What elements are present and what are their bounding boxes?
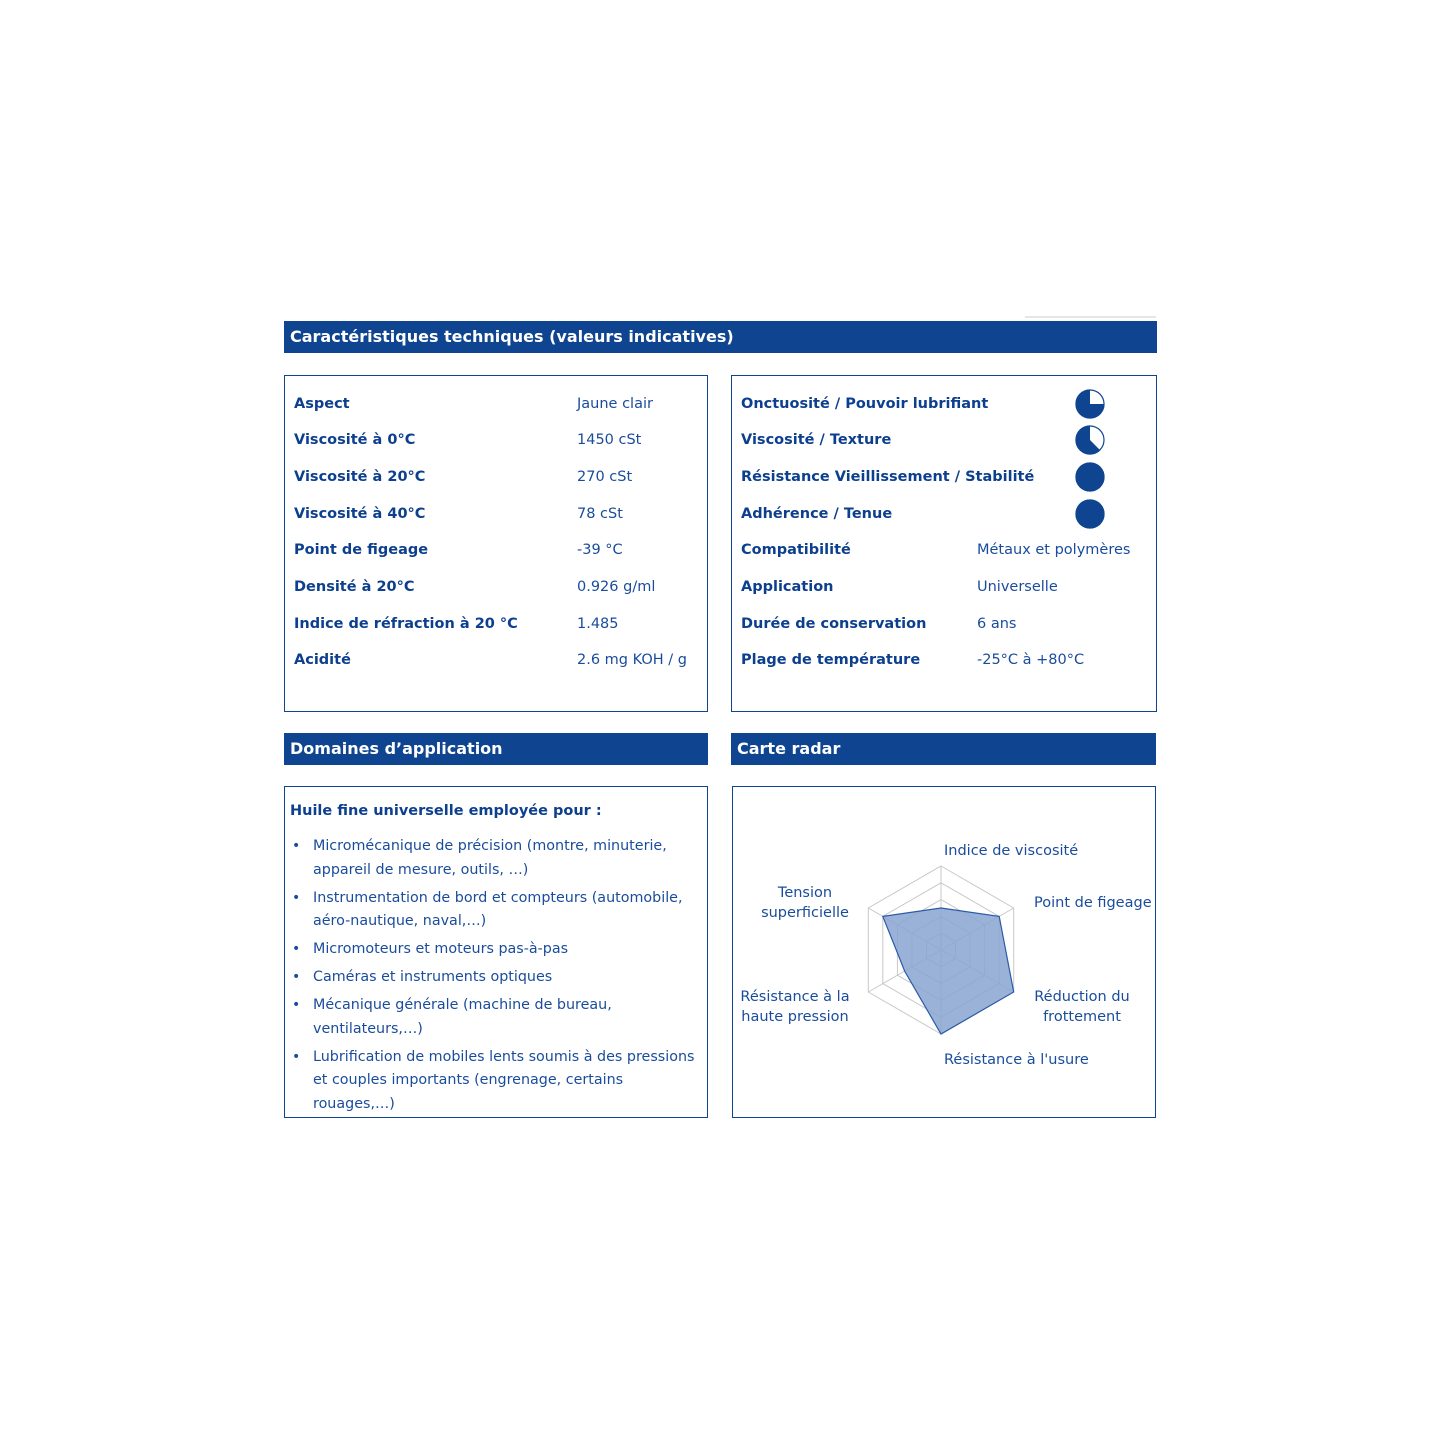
radar-axis-label: Résistance à l'usure (944, 1052, 1089, 1068)
rating-label: Onctuosité / Pouvoir lubrifiant (741, 396, 989, 412)
list-item (290, 835, 700, 882)
list-item (290, 938, 700, 962)
section-title-domains: Domaines d’application (284, 733, 708, 765)
spec-label: Indice de réfraction à 20 °C (294, 616, 518, 632)
spec-label: Application (741, 579, 834, 595)
spec-label: Acidité (294, 652, 351, 668)
spec-value: Métaux et polymères (977, 542, 1131, 558)
spec-value: 1.485 (577, 616, 619, 632)
radar-axis-label: Réduction du frottement (1034, 989, 1130, 1025)
rating-pie-icon (1075, 425, 1105, 455)
bullet-icon: • (292, 941, 301, 957)
spec-box-left (284, 375, 708, 712)
rating-pie-icon (1075, 499, 1105, 529)
spec-value: Jaune clair (577, 396, 653, 412)
spec-label: Viscosité à 40°C (294, 506, 426, 522)
spec-box-right (731, 375, 1157, 712)
radar-axis-label: Résistance à la haute pression (740, 989, 850, 1025)
list-item (290, 1046, 700, 1117)
spec-row (285, 577, 707, 597)
spec-value: 270 cSt (577, 469, 633, 485)
spec-value: 2.6 mg KOH / g (577, 652, 687, 668)
rating-pie-icon (1075, 462, 1105, 492)
rating-row (732, 504, 1156, 524)
application-text: Micromécanique de précision (montre, minuterie, appareil de mesure, outils, …) (313, 838, 667, 878)
spec-label: Compatibilité (741, 542, 851, 558)
spec-row (285, 540, 707, 560)
spec-label: Point de figeage (294, 542, 429, 558)
applications-intro: Huile fine universelle employée pour : (290, 803, 602, 819)
spec-value: 78 cSt (577, 506, 623, 522)
bullet-icon: • (292, 997, 301, 1013)
radar-axis-label: Indice de viscosité (944, 843, 1079, 859)
rating-row (732, 467, 1156, 487)
rating-row (732, 394, 1156, 414)
spec-value: 0.926 g/ml (577, 579, 656, 595)
header-rule (1025, 316, 1156, 318)
radar-box (732, 786, 1156, 1118)
spec-value: Universelle (977, 579, 1058, 595)
application-text: Lubrification de mobiles lents soumis à des pressions et couples importants (engrenage, certains rouages,…) (313, 1048, 695, 1112)
spec-row (285, 614, 707, 634)
spec-row (732, 650, 1156, 670)
rating-label: Viscosité / Texture (741, 432, 892, 448)
spec-row (285, 504, 707, 524)
application-text: Instrumentation de bord et compteurs (automobile, aéro-nautique, naval,…) (313, 889, 683, 929)
section-title-technical: Caractéristiques techniques (valeurs indicatives) (284, 321, 1157, 353)
spec-row (732, 614, 1156, 634)
list-item (290, 966, 700, 990)
spec-row (285, 650, 707, 670)
spec-label: Plage de température (741, 652, 921, 668)
radar-axis-label: Point de figeage (1034, 895, 1152, 911)
section-title-radar: Carte radar (731, 733, 1156, 765)
spec-label: Densité à 20°C (294, 579, 415, 595)
spec-row (732, 540, 1156, 560)
spec-label: Durée de conservation (741, 616, 927, 632)
spec-value: -39 °C (577, 542, 623, 558)
applications-list (290, 835, 700, 1121)
application-text: Mécanique générale (machine de bureau, ventilateurs,…) (313, 997, 612, 1037)
rating-label: Adhérence / Tenue (741, 506, 893, 522)
applications-box (284, 786, 708, 1118)
spec-row (285, 394, 707, 414)
list-item (290, 887, 700, 934)
spec-label: Viscosité à 20°C (294, 469, 426, 485)
bullet-icon: • (292, 838, 301, 854)
bullet-icon: • (292, 969, 301, 985)
spec-row (732, 577, 1156, 597)
spec-value: -25°C à +80°C (977, 652, 1085, 668)
application-text: Caméras et instruments optiques (313, 969, 553, 985)
application-text: Micromoteurs et moteurs pas-à-pas (313, 941, 569, 957)
bullet-icon: • (292, 889, 301, 906)
bullet-icon: • (292, 1048, 301, 1065)
spec-label: Aspect (294, 396, 350, 412)
radar-chart (733, 787, 1155, 1117)
spec-value: 1450 cSt (577, 432, 642, 448)
spec-label: Viscosité à 0°C (294, 432, 416, 448)
rating-label: Résistance Vieillissement / Stabilité (741, 469, 1035, 485)
list-item (290, 994, 700, 1041)
spec-value: 6 ans (977, 616, 1017, 632)
spec-row (285, 467, 707, 487)
rating-row (732, 430, 1156, 450)
spec-row (285, 430, 707, 450)
rating-pie-icon (1075, 389, 1105, 419)
radar-axis-label: Tension superficielle (761, 885, 849, 921)
radar-series-area (883, 908, 1014, 1034)
